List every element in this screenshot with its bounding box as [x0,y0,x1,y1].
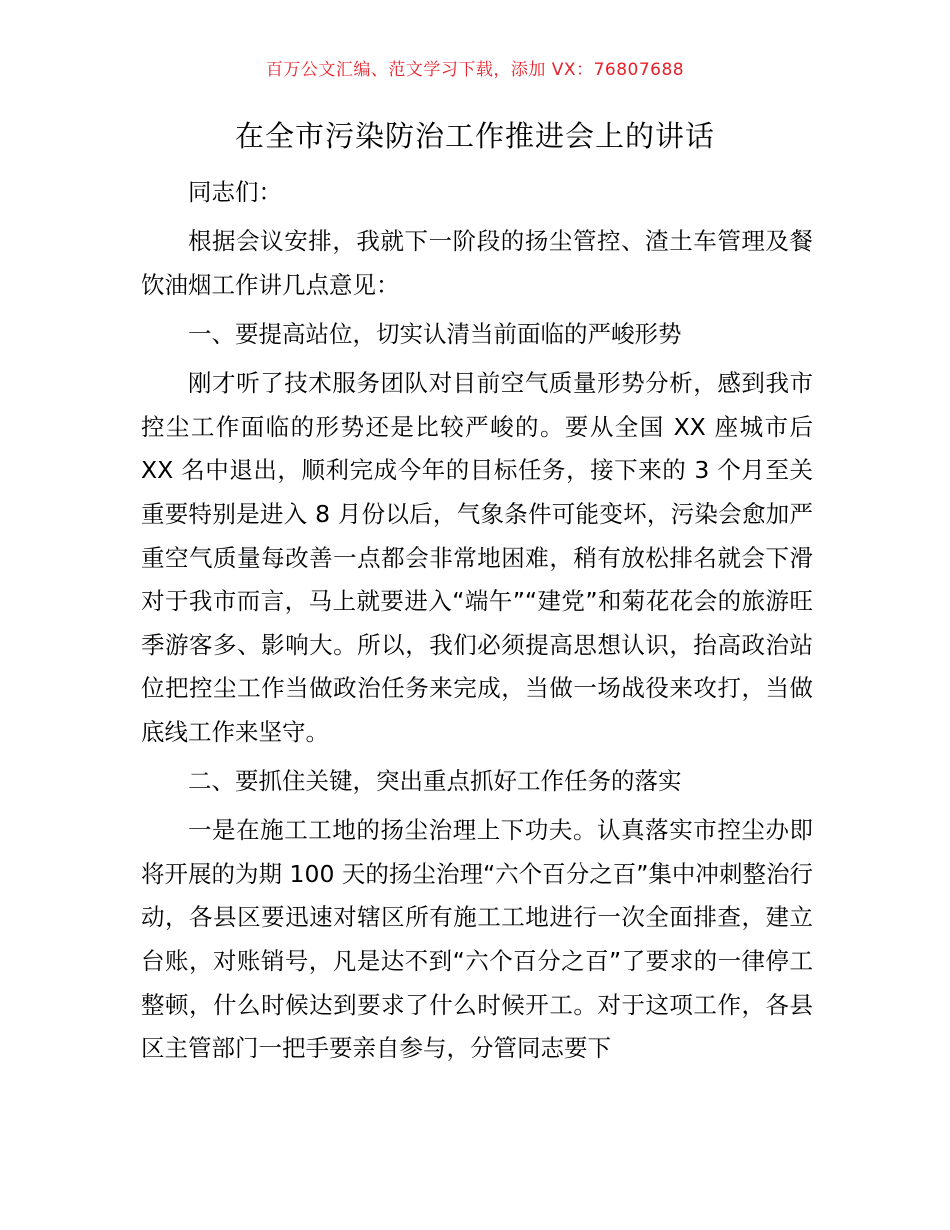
header-promo-note: 百万公文汇编、范文学习下载，添加 VX：76807688 [265,60,685,80]
page-title: 在全市污染防治工作推进会上的讲话 [234,119,715,153]
section-heading-2: 二、要抓住关键，突出重点抓好工作任务的落实 [188,767,682,796]
section-heading-1: 一、要提高站位，切实认清当前面临的严峻形势 [188,319,682,348]
paragraph-construction-dust: 一是在施工工地的扬尘治理上下功夫。认真落实市控尘办即将开展的为期 100 天的扬尘治理“六个百分之百”集中冲刺整治行动，各县区要迅速对辖区所有施工工地进行一次全面排查，建立台账，对账销号，凡是达不到“六个百分之百”了要求的一律停工整顿，什么时候达到要求了什么时候开工。对于这项工作，各县区主管部门一把手要亲自参与，分管同志要下 [141,816,813,1063]
document-body [141,171,813,1076]
paragraph-intro: 根据会议安排，我就下一阶段的扬尘管控、渣土车管理及餐饮油烟工作讲几点意见： [141,227,813,299]
salutation: 同志们： [188,178,282,206]
paragraph-situation: 刚才听了技术服务团队对目前空气质量形势分析，感到我市控尘工作面临的形势还是比较严峻的。要从全国 XX 座城市后 XX 名中退出，顺利完成今年的目标任务，接下来的 3 个月至关重要特别是进入 8 月份以后，气象条件可能变坏，污染会愈加严重空气质量每改善一点都会非常地困难，稍有放松排名就会下滑对于我市而言，马上就要进入“端午”“建党”和菊花花会的旅游旺季游客多、影响大。所以，我们必须提高思想认识，抬高政治站位把控尘工作当做政治任务来完成，当做一场战役来攻打，当做底线工作来坚守。 [141,369,813,746]
